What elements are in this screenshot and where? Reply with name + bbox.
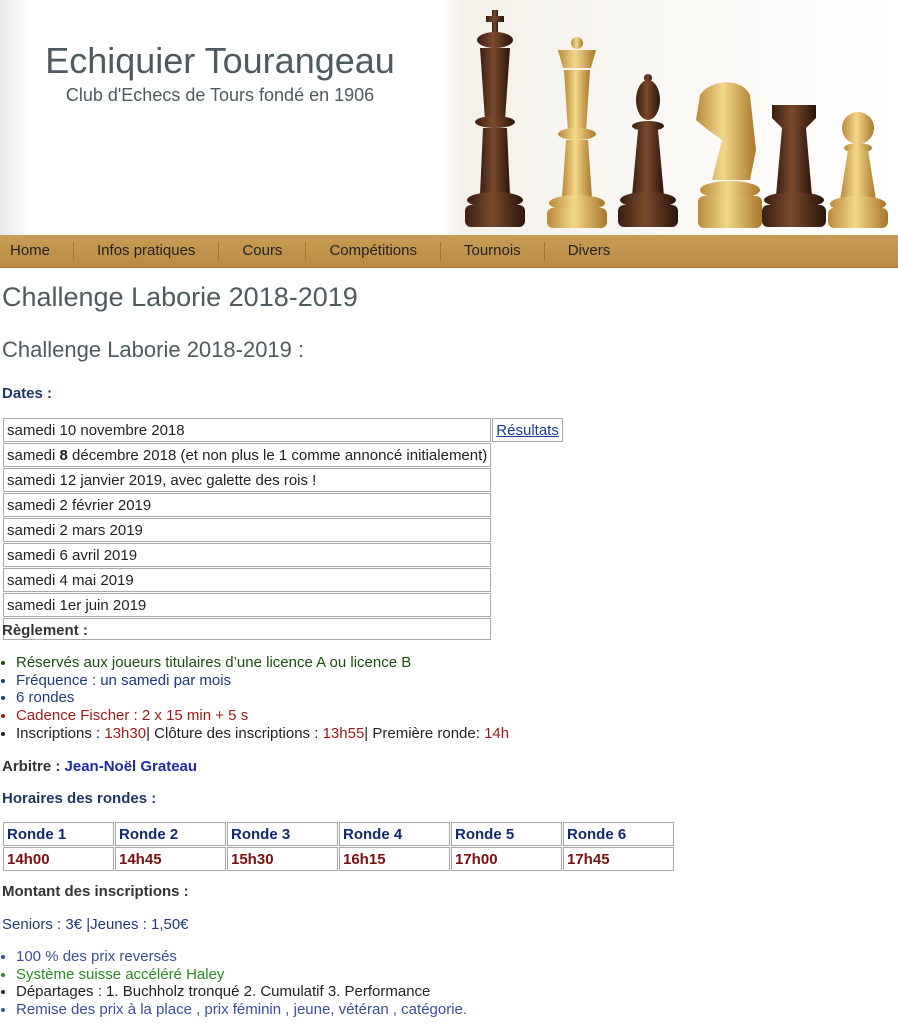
site-header bbox=[0, 0, 898, 235]
ronde-header: Ronde 4 bbox=[339, 822, 450, 846]
ronde-time: 16h15 bbox=[339, 847, 450, 871]
section-title: Challenge Laborie 2018-2019 : bbox=[2, 337, 305, 362]
list-item: • Remise des prix à la place , prix féminin , jeune, vétéran , catégorie. bbox=[16, 1001, 467, 1019]
chess-pieces-banner bbox=[450, 0, 898, 235]
ronde-header: Ronde 2 bbox=[115, 822, 226, 846]
table-row bbox=[3, 822, 674, 846]
table-row bbox=[3, 443, 563, 467]
arbitre-name: Jean-Noël Grateau bbox=[64, 758, 198, 775]
date-cell: samedi 12 janvier 2019, avec galette des rois ! bbox=[3, 468, 491, 492]
date-cell: samedi 2 mars 2019 bbox=[3, 518, 491, 542]
dates-label: Dates : bbox=[2, 385, 53, 402]
table-row bbox=[3, 418, 563, 442]
list-item: • Réservés aux joueurs titulaires d’une licence A ou licence B bbox=[16, 654, 509, 672]
list-item: • 6 rondes bbox=[16, 689, 509, 707]
montant-label: Montant des inscriptions : bbox=[2, 883, 189, 900]
main-nav bbox=[0, 235, 898, 268]
ronde-header: Ronde 5 bbox=[451, 822, 562, 846]
knight-piece bbox=[696, 82, 762, 228]
list-item: • Départages : 1. Buchholz tronqué 2. Cumulatif 3. Performance bbox=[16, 983, 467, 1001]
date-cell: samedi 6 avril 2019 bbox=[3, 543, 491, 567]
list-item: • Système suisse accéléré Haley bbox=[16, 966, 467, 984]
ronde-time: 17h00 bbox=[451, 847, 562, 871]
horaires-label: Horaires des rondes : bbox=[2, 790, 157, 807]
table-row bbox=[3, 468, 563, 492]
date-cell: samedi 1er juin 2019 bbox=[3, 593, 491, 617]
horaires-table bbox=[2, 821, 675, 872]
ronde-time: 15h30 bbox=[227, 847, 338, 871]
results-cell bbox=[492, 418, 563, 442]
ronde-header: Ronde 1 bbox=[3, 822, 114, 846]
nav-infos-pratiques[interactable]: Infos pratiques bbox=[74, 242, 219, 260]
date-cell: samedi 2 février 2019 bbox=[3, 493, 491, 517]
nav-tournois[interactable]: Tournois bbox=[441, 242, 545, 260]
king-piece bbox=[465, 10, 525, 227]
site-title: Echiquier Tourangeau bbox=[45, 40, 395, 81]
arbitre-line: Arbitre : Jean-Noël Grateau bbox=[2, 758, 198, 775]
table-row bbox=[3, 847, 674, 871]
ronde-time: 14h00 bbox=[3, 847, 114, 871]
prices-text: Seniors : 3€ |Jeunes : 1,50€ bbox=[2, 916, 189, 933]
ronde-time: 17h45 bbox=[563, 847, 674, 871]
date-cell: samedi 4 mai 2019 bbox=[3, 568, 491, 592]
table-row bbox=[3, 493, 563, 517]
date-cell: samedi 8 décembre 2018 (et non plus le 1 comme annoncé initialement) bbox=[3, 443, 491, 467]
list-item: • Cadence Fischer : 2 x 15 min + 5 s bbox=[16, 707, 509, 725]
list-item: • Fréquence : un samedi par mois bbox=[16, 672, 509, 690]
ronde-header: Ronde 3 bbox=[227, 822, 338, 846]
dates-table bbox=[2, 417, 564, 641]
table-row bbox=[3, 518, 563, 542]
ronde-header: Ronde 6 bbox=[563, 822, 674, 846]
nav-competitions[interactable]: Compétitions bbox=[306, 242, 441, 260]
ronde-time: 14h45 bbox=[115, 847, 226, 871]
reglement-list bbox=[0, 654, 509, 743]
reglement-label: Règlement : bbox=[2, 622, 88, 639]
results-link[interactable]: Résultats bbox=[496, 421, 559, 439]
list-item: • Inscriptions : 13h30| Clôture des inscriptions : 13h55| Première ronde: 14h bbox=[16, 725, 509, 743]
bishop-piece bbox=[618, 74, 678, 227]
date-cell: samedi 10 novembre 2018 bbox=[3, 418, 491, 442]
list-item: • 100 % des prix reversés bbox=[16, 948, 467, 966]
table-row bbox=[3, 568, 563, 592]
queen-piece bbox=[547, 37, 607, 228]
nav-divers[interactable]: Divers bbox=[567, 242, 611, 259]
table-row bbox=[3, 543, 563, 567]
nav-cours[interactable]: Cours bbox=[219, 242, 306, 260]
montant-list bbox=[0, 948, 467, 1019]
page-title: Challenge Laborie 2018-2019 bbox=[2, 282, 358, 312]
site-subtitle: Club d'Echecs de Tours fondé en 1906 bbox=[65, 85, 375, 105]
pawn-piece bbox=[828, 112, 888, 228]
table-row bbox=[3, 593, 563, 617]
rook-piece bbox=[762, 105, 826, 227]
nav-home[interactable]: Home bbox=[0, 242, 74, 260]
